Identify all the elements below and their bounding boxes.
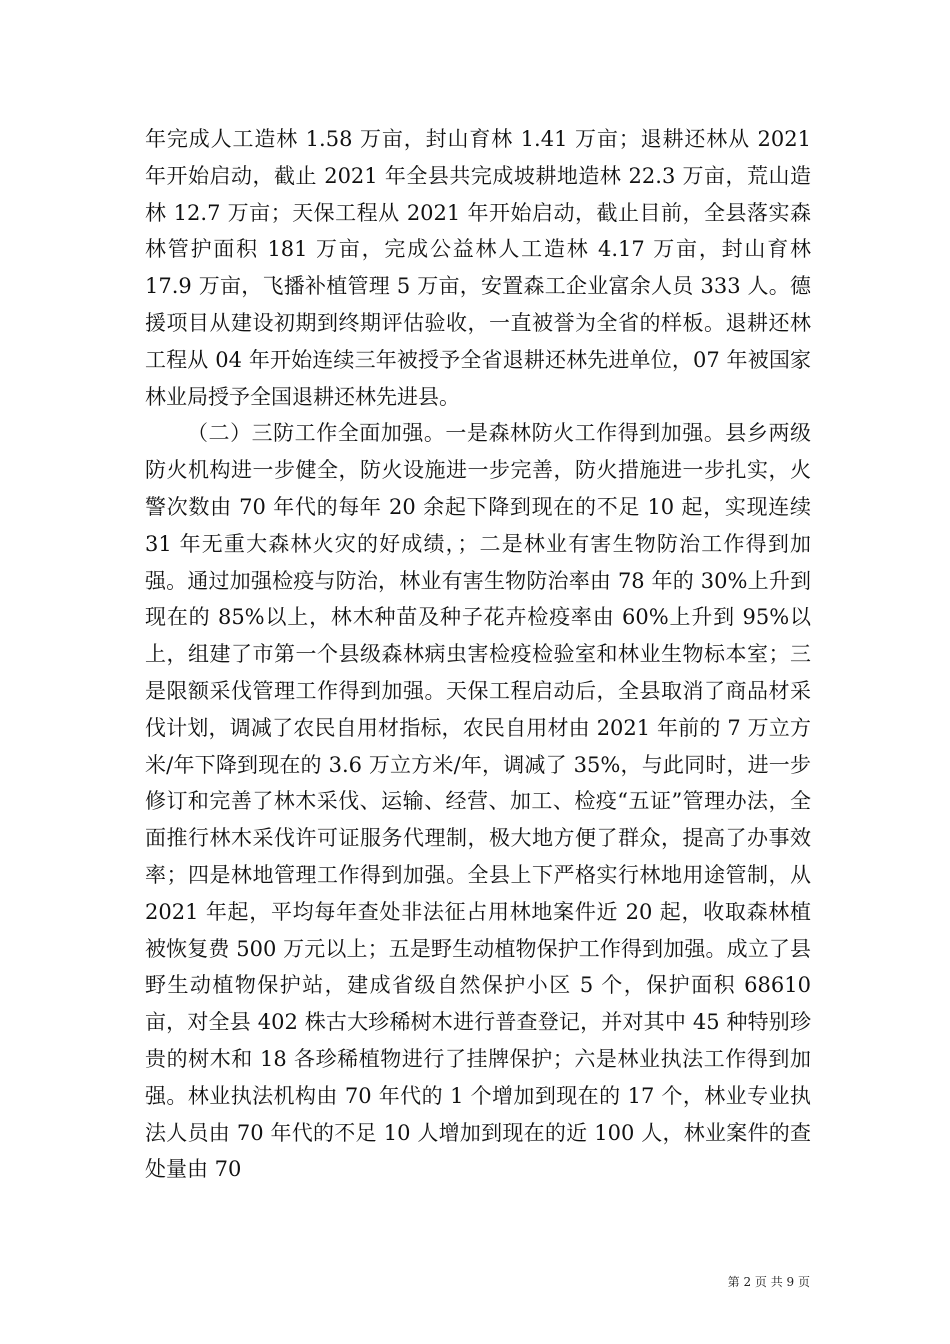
- paragraph-2: （二）三防工作全面加强。一是森林防火工作得到加强。县乡两级防火机构进一步健全，防火设施进一步完善，防火措施进一步扎实，火警次数由 70 年代的每年 20 余起下降到现在的不足 10 起，实现连续 31 年无重大森林火灾的好成绩，；二是林业有害生物防治工作得到加强。通过加强检疫与防治，林业有害生物防治率由 78 年的 30%上升到现在的 85%以上，林木种苗及种子花卉检疫率由 60%上升到 95%以上，组建了市第一个县级森林病虫害检疫检验室和林业生物标本室；三是限额采伐管理工作得到加强。天保工程启动后，全县取消了商品材采伐计划，调减了农民自用材指标，农民自用材由 2021 年前的 7 万立方米/年下降到现在的 3.6 万立方米/年，调减了 35%，与此同时，进一步修订和完善了林木采伐、运输、经营、加工、检疫“五证”管理办法，全面推行林木采伐许可证服务代理制，极大地方便了群众，提高了办事效率；四是林地管理工作得到加强。全县上下严格实行林地用途管制，从 2021 年起，平均每年查处非法征占用林地案件近 20 起，收取森林植被恢复费 500 万元以上；五是野生动植物保护工作得到加强。成立了县野生动植物保护站，建成省级自然保护小区 5 个，保护面积 68610 亩，对全县 402 株古大珍稀树木进行普查登记，并对其中 45 种特别珍贵的树木和 18 各珍稀植物进行了挂牌保护；六是林业执法工作得到加强。林业执法机构由 70 年代的 1 个增加到现在的 17 个，林业专业执法人员由 70 年代的不足 10 人增加到现在的近 100 人，林业案件的查处量由 70: [145, 421, 811, 1182]
- paragraph-1: 年完成人工造林 1.58 万亩，封山育林 1.41 万亩；退耕还林从 2021 年开始启动，截止 2021 年全县共完成坡耕地造林 22.3 万亩，荒山造林 12.7 万亩；天保工程从 2021 年开始启动，截止目前，全县落实森林管护面积 181 万亩，完成公益林人工造林 4.17 万亩，封山育林 17.9 万亩，飞播补植管理 5 万亩，安置森工企业富余人员 333 人。德援项目从建设初期到终期评估验收，一直被誉为全省的样板。退耕还林工程从 04 年开始连续三年被授予全省退耕还林先进单位，07 年被国家林业局授予全国退耕还林先进县。: [145, 127, 811, 409]
- document-body: [145, 121, 811, 1188]
- page-number: 第 2 页 共 9 页: [727, 1275, 810, 1289]
